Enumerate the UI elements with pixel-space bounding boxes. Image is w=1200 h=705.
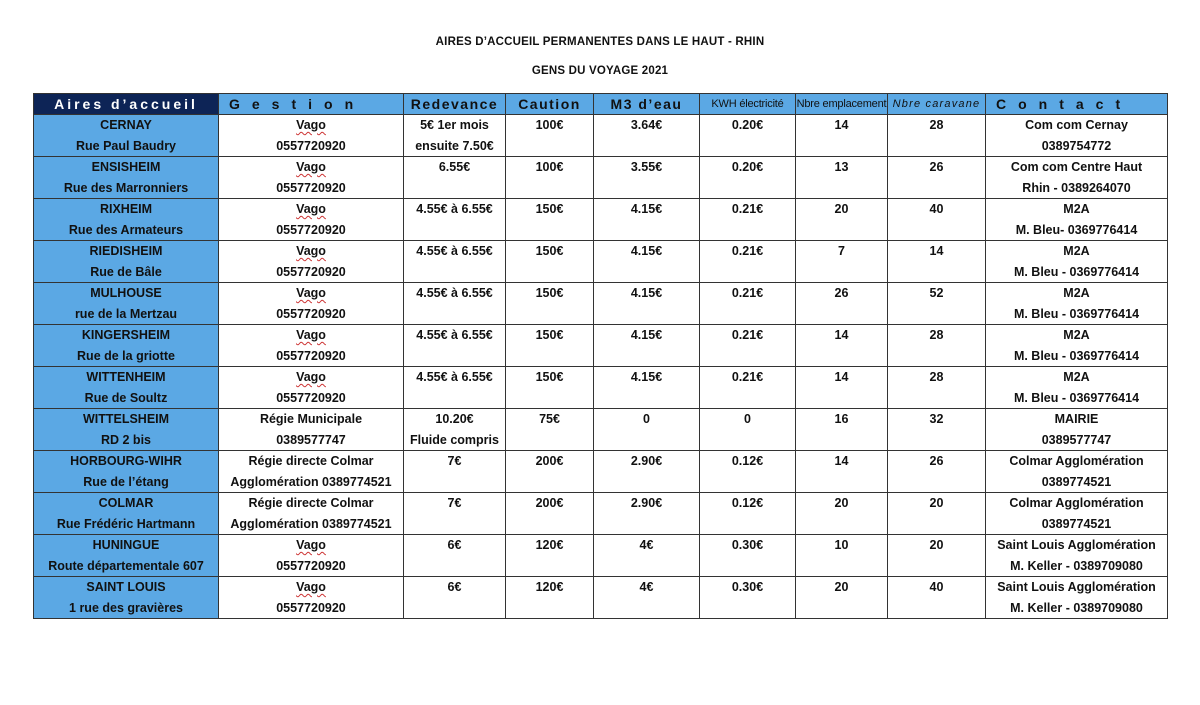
emplacement-emplacements-text: 16 xyxy=(834,412,849,426)
caution-caution-text: 150€ xyxy=(535,328,564,342)
table-row xyxy=(34,325,1168,367)
caravane-caravanes-text: 28 xyxy=(929,328,944,342)
redevance-cell xyxy=(404,577,506,619)
redevance-cell xyxy=(404,115,506,157)
table-row xyxy=(34,283,1168,325)
kwh-cell xyxy=(700,157,796,199)
contact-contact2-text: 0389577747 xyxy=(1041,432,1112,447)
aire-street-text: Rue Paul Baudry xyxy=(75,138,177,153)
caution-caution-text: 150€ xyxy=(535,286,564,300)
eau-cell xyxy=(594,367,700,409)
gestion-gestion1-text: Vago xyxy=(296,286,326,300)
caravane-caravanes-text: 28 xyxy=(929,370,944,384)
aire-cell xyxy=(34,493,219,535)
caution-cell xyxy=(506,283,594,325)
caravane-cell xyxy=(888,451,986,493)
gestion-cell xyxy=(219,409,404,451)
aire-cell xyxy=(34,199,219,241)
caution-cell xyxy=(506,325,594,367)
redevance-redevance1-text: 4.55€ à 6.55€ xyxy=(416,202,493,216)
emplacement-emplacements-text: 14 xyxy=(834,118,849,132)
contact-contact2-text: M. Bleu - 0369776414 xyxy=(1013,348,1140,363)
gestion-gestion2-text: Agglomération 0389774521 xyxy=(230,474,392,489)
contact-cell xyxy=(986,451,1168,493)
contact-contact2-text: M. Bleu- 0369776414 xyxy=(1015,222,1138,237)
header-contact: Contact xyxy=(986,94,1168,115)
contact-contact2-text: M. Bleu - 0369776414 xyxy=(1013,264,1140,279)
redevance-redevance1-text: 4.55€ à 6.55€ xyxy=(416,370,493,384)
caravane-cell xyxy=(888,535,986,577)
gestion-gestion2-text: 0389577747 xyxy=(276,432,346,447)
caution-caution-text: 150€ xyxy=(535,244,564,258)
redevance-redevance2-text: Fluide compris xyxy=(410,432,499,447)
aire-cell xyxy=(34,157,219,199)
emplacement-cell xyxy=(796,325,888,367)
eau-eau-text: 4.15€ xyxy=(630,370,663,384)
caution-caution-text: 100€ xyxy=(535,160,564,174)
contact-contact1-text: M2A xyxy=(1063,202,1090,216)
emplacement-emplacements-text: 13 xyxy=(834,160,849,174)
aire-city-text: ENSISHEIM xyxy=(91,160,161,174)
redevance-cell xyxy=(404,493,506,535)
gestion-gestion1-text: Régie directe Colmar xyxy=(248,496,374,510)
aire-street-text: 1 rue des gravières xyxy=(69,600,183,615)
redevance-cell xyxy=(404,451,506,493)
kwh-cell xyxy=(700,409,796,451)
aire-street-text: rue de la Mertzau xyxy=(74,306,178,321)
aire-city-text: HORBOURG-WIHR xyxy=(70,454,182,468)
contact-cell xyxy=(986,199,1168,241)
contact-contact1-text: M2A xyxy=(1063,244,1090,258)
contact-contact1-text: Colmar Agglomération xyxy=(1009,454,1144,468)
contact-cell xyxy=(986,493,1168,535)
gestion-gestion2-text: 0557720920 xyxy=(276,222,346,237)
kwh-cell xyxy=(700,115,796,157)
document-title: AIRES D’ACCUEIL PERMANENTES DANS LE HAUT - RHIN xyxy=(435,36,765,48)
redevance-redevance1-text: 10.20€ xyxy=(435,412,474,426)
table-row xyxy=(34,367,1168,409)
contact-cell xyxy=(986,115,1168,157)
header-caravane: Nbre caravane xyxy=(888,94,986,115)
aire-cell xyxy=(34,115,219,157)
contact-cell xyxy=(986,325,1168,367)
contact-contact2-text: M. Bleu - 0369776414 xyxy=(1013,306,1140,321)
gestion-gestion2-text: 0557720920 xyxy=(276,180,346,195)
contact-contact1-text: Saint Louis Agglomération xyxy=(997,538,1156,552)
gestion-gestion1-text: Vago xyxy=(296,160,326,174)
gestion-gestion1-text: Vago xyxy=(296,370,326,384)
contact-contact2-text: 0389754772 xyxy=(1041,138,1112,153)
redevance-redevance1-text: 6.55€ xyxy=(438,160,471,174)
header-kwh: KWH électricité xyxy=(700,94,796,115)
table-row xyxy=(34,535,1168,577)
aire-street-text: Rue de la griotte xyxy=(77,348,175,363)
gestion-gestion1-text: Régie Municipale xyxy=(259,412,363,426)
gestion-cell xyxy=(219,241,404,283)
header-gestion: Gestion xyxy=(219,94,404,115)
emplacement-cell xyxy=(796,157,888,199)
table-row xyxy=(34,157,1168,199)
kwh-kwh-text: 0.21€ xyxy=(731,370,764,384)
aire-cell xyxy=(34,577,219,619)
eau-eau-text: 2.90€ xyxy=(630,454,663,468)
redevance-cell xyxy=(404,409,506,451)
caravane-caravanes-text: 32 xyxy=(929,412,944,426)
caravane-caravanes-text: 20 xyxy=(929,538,944,552)
emplacement-emplacements-text: 20 xyxy=(834,496,849,510)
kwh-cell xyxy=(700,241,796,283)
caravane-caravanes-text: 52 xyxy=(929,286,944,300)
contact-contact1-text: Saint Louis Agglomération xyxy=(997,580,1156,594)
aire-city-text: COLMAR xyxy=(98,496,154,510)
caravane-caravanes-text: 20 xyxy=(929,496,944,510)
gestion-cell xyxy=(219,325,404,367)
redevance-redevance1-text: 7€ xyxy=(447,496,462,510)
eau-eau-text: 4.15€ xyxy=(630,286,663,300)
eau-eau-text: 4.15€ xyxy=(630,244,663,258)
contact-contact2-text: 0389774521 xyxy=(1041,474,1112,489)
redevance-cell xyxy=(404,535,506,577)
redevance-redevance1-text: 5€ 1er mois xyxy=(420,118,489,132)
gestion-gestion2-text: 0557720920 xyxy=(276,348,346,363)
kwh-cell xyxy=(700,577,796,619)
gestion-gestion2-text: 0557720920 xyxy=(276,306,346,321)
contact-contact2-text: M. Keller - 0389709080 xyxy=(1010,600,1143,615)
caravane-cell xyxy=(888,283,986,325)
kwh-cell xyxy=(700,199,796,241)
aire-cell xyxy=(34,241,219,283)
caravane-cell xyxy=(888,199,986,241)
caution-cell xyxy=(506,493,594,535)
caravane-cell xyxy=(888,115,986,157)
kwh-cell xyxy=(700,493,796,535)
aire-street-text: Rue des Armateurs xyxy=(68,222,184,237)
caravane-caravanes-text: 26 xyxy=(929,160,944,174)
caution-caution-text: 120€ xyxy=(535,538,564,552)
aire-city-text: MULHOUSE xyxy=(90,286,162,300)
kwh-cell xyxy=(700,367,796,409)
emplacement-cell xyxy=(796,535,888,577)
gestion-gestion1-text: Vago xyxy=(296,202,326,216)
caravane-cell xyxy=(888,409,986,451)
contact-contact2-text: M. Bleu - 0369776414 xyxy=(1013,390,1140,405)
gestion-gestion2-text: 0557720920 xyxy=(276,558,346,573)
gestion-cell xyxy=(219,115,404,157)
caution-cell xyxy=(506,241,594,283)
aire-city-text: RIEDISHEIM xyxy=(89,244,163,258)
eau-cell xyxy=(594,115,700,157)
gestion-cell xyxy=(219,283,404,325)
emplacement-emplacements-text: 14 xyxy=(834,454,849,468)
aire-street-text: RD 2 bis xyxy=(100,432,151,447)
caution-cell xyxy=(506,577,594,619)
aire-city-text: HUNINGUE xyxy=(92,538,160,552)
contact-cell xyxy=(986,157,1168,199)
eau-eau-text: 2.90€ xyxy=(630,496,663,510)
kwh-kwh-text: 0 xyxy=(744,412,751,426)
contact-contact1-text: M2A xyxy=(1063,328,1090,342)
caution-caution-text: 150€ xyxy=(535,370,564,384)
header-redevance: Redevance xyxy=(404,94,506,115)
caravane-cell xyxy=(888,157,986,199)
eau-cell xyxy=(594,577,700,619)
gestion-cell xyxy=(219,493,404,535)
kwh-kwh-text: 0.21€ xyxy=(731,244,764,258)
gestion-cell xyxy=(219,367,404,409)
caution-cell xyxy=(506,115,594,157)
emplacement-cell xyxy=(796,451,888,493)
caution-caution-text: 75€ xyxy=(539,412,560,426)
gestion-gestion2-text: Agglomération 0389774521 xyxy=(230,516,392,531)
caravane-caravanes-text: 40 xyxy=(929,580,944,594)
gestion-gestion1-text: Régie directe Colmar xyxy=(248,454,374,468)
table-row xyxy=(34,241,1168,283)
caution-cell xyxy=(506,157,594,199)
eau-cell xyxy=(594,199,700,241)
kwh-kwh-text: 0.21€ xyxy=(731,286,764,300)
caravane-caravanes-text: 28 xyxy=(929,118,944,132)
emplacement-cell xyxy=(796,367,888,409)
redevance-redevance1-text: 6€ xyxy=(447,538,462,552)
kwh-cell xyxy=(700,283,796,325)
kwh-kwh-text: 0.21€ xyxy=(731,328,764,342)
emplacement-cell xyxy=(796,199,888,241)
contact-contact1-text: M2A xyxy=(1063,370,1090,384)
contact-cell xyxy=(986,283,1168,325)
aire-cell xyxy=(34,535,219,577)
caravane-cell xyxy=(888,325,986,367)
aire-cell xyxy=(34,283,219,325)
redevance-cell xyxy=(404,283,506,325)
caravane-cell xyxy=(888,367,986,409)
caution-cell xyxy=(506,409,594,451)
aire-city-text: WITTELSHEIM xyxy=(82,412,170,426)
contact-cell xyxy=(986,409,1168,451)
gestion-cell xyxy=(219,577,404,619)
header-eau: M3 d’eau xyxy=(594,94,700,115)
eau-eau-text: 3.64€ xyxy=(630,118,663,132)
caravane-cell xyxy=(888,493,986,535)
header-row xyxy=(34,94,1168,115)
contact-contact2-text: 0389774521 xyxy=(1041,516,1112,531)
gestion-gestion1-text: Vago xyxy=(296,580,326,594)
gestion-cell xyxy=(219,157,404,199)
eau-cell xyxy=(594,283,700,325)
caravane-caravanes-text: 26 xyxy=(929,454,944,468)
redevance-cell xyxy=(404,241,506,283)
emplacement-emplacements-text: 7 xyxy=(838,244,845,258)
gestion-gestion2-text: 0557720920 xyxy=(276,264,346,279)
caution-caution-text: 100€ xyxy=(535,118,564,132)
contact-contact1-text: MAIRIE xyxy=(1054,412,1099,426)
aire-street-text: Rue de Bâle xyxy=(90,264,162,279)
eau-cell xyxy=(594,493,700,535)
caution-caution-text: 120€ xyxy=(535,580,564,594)
contact-contact1-text: Colmar Agglomération xyxy=(1009,496,1144,510)
aire-cell xyxy=(34,409,219,451)
emplacement-emplacements-text: 14 xyxy=(834,328,849,342)
caravane-caravanes-text: 40 xyxy=(929,202,944,216)
header-emplacement: Nbre emplacement xyxy=(796,94,888,115)
eau-eau-text: 4€ xyxy=(639,538,654,552)
contact-cell xyxy=(986,241,1168,283)
aire-street-text: Rue de l’étang xyxy=(83,474,169,489)
redevance-cell xyxy=(404,199,506,241)
kwh-kwh-text: 0.12€ xyxy=(731,496,764,510)
eau-eau-text: 4€ xyxy=(639,580,654,594)
aire-city-text: RIXHEIM xyxy=(99,202,153,216)
caution-cell xyxy=(506,367,594,409)
emplacement-emplacements-text: 20 xyxy=(834,580,849,594)
aire-cell xyxy=(34,367,219,409)
aire-street-text: Rue de Soultz xyxy=(84,390,168,405)
kwh-cell xyxy=(700,451,796,493)
document-subtitle: GENS DU VOYAGE 2021 xyxy=(531,65,669,77)
eau-eau-text: 0 xyxy=(643,412,650,426)
kwh-cell xyxy=(700,535,796,577)
redevance-redevance1-text: 4.55€ à 6.55€ xyxy=(416,328,493,342)
contact-cell xyxy=(986,577,1168,619)
eau-eau-text: 4.15€ xyxy=(630,328,663,342)
aire-cell xyxy=(34,451,219,493)
kwh-kwh-text: 0.21€ xyxy=(731,202,764,216)
contact-contact1-text: Com com Centre Haut xyxy=(1010,160,1143,174)
emplacement-cell xyxy=(796,493,888,535)
emplacement-cell xyxy=(796,115,888,157)
caution-cell xyxy=(506,535,594,577)
caution-caution-text: 200€ xyxy=(535,496,564,510)
kwh-kwh-text: 0.20€ xyxy=(731,118,764,132)
aire-city-text: KINGERSHEIM xyxy=(81,328,171,342)
kwh-cell xyxy=(700,325,796,367)
caravane-cell xyxy=(888,241,986,283)
redevance-cell xyxy=(404,325,506,367)
redevance-redevance1-text: 6€ xyxy=(447,580,462,594)
contact-contact2-text: Rhin - 0389264070 xyxy=(1022,180,1131,195)
aire-city-text: WITTENHEIM xyxy=(86,370,166,384)
gestion-gestion1-text: Vago xyxy=(296,328,326,342)
eau-eau-text: 3.55€ xyxy=(630,160,663,174)
aire-city-text: SAINT LOUIS xyxy=(86,580,166,594)
gestion-cell xyxy=(219,535,404,577)
redevance-redevance1-text: 4.55€ à 6.55€ xyxy=(416,244,493,258)
caution-caution-text: 200€ xyxy=(535,454,564,468)
header-caution: Caution xyxy=(506,94,594,115)
eau-cell xyxy=(594,451,700,493)
kwh-kwh-text: 0.12€ xyxy=(731,454,764,468)
gestion-gestion1-text: Vago xyxy=(296,244,326,258)
kwh-kwh-text: 0.20€ xyxy=(731,160,764,174)
table-row xyxy=(34,115,1168,157)
eau-cell xyxy=(594,535,700,577)
gestion-cell xyxy=(219,199,404,241)
gestion-gestion2-text: 0557720920 xyxy=(276,600,346,615)
redevance-redevance1-text: 7€ xyxy=(447,454,462,468)
emplacement-cell xyxy=(796,577,888,619)
emplacement-emplacements-text: 26 xyxy=(834,286,849,300)
emplacement-cell xyxy=(796,241,888,283)
caravane-cell xyxy=(888,577,986,619)
aire-city-text: CERNAY xyxy=(100,118,152,132)
emplacement-emplacements-text: 20 xyxy=(834,202,849,216)
header-aires: Aires d’accueil xyxy=(34,94,219,115)
redevance-redevance2-text: ensuite 7.50€ xyxy=(415,138,494,153)
contact-cell xyxy=(986,535,1168,577)
gestion-cell xyxy=(219,451,404,493)
eau-eau-text: 4.15€ xyxy=(630,202,663,216)
eau-cell xyxy=(594,325,700,367)
redevance-cell xyxy=(404,157,506,199)
table-row xyxy=(34,493,1168,535)
gestion-gestion2-text: 0557720920 xyxy=(276,390,346,405)
eau-cell xyxy=(594,241,700,283)
table-row xyxy=(34,577,1168,619)
redevance-cell xyxy=(404,367,506,409)
table-row xyxy=(34,409,1168,451)
aire-street-text: Route départementale 607 xyxy=(48,558,204,573)
caravane-caravanes-text: 14 xyxy=(929,244,944,258)
aire-street-text: Rue des Marronniers xyxy=(63,180,189,195)
aire-cell xyxy=(34,325,219,367)
kwh-kwh-text: 0.30€ xyxy=(731,580,764,594)
redevance-redevance1-text: 4.55€ à 6.55€ xyxy=(416,286,493,300)
emplacement-emplacements-text: 10 xyxy=(834,538,849,552)
aire-street-text: Rue Frédéric Hartmann xyxy=(56,516,196,531)
gestion-gestion1-text: Vago xyxy=(296,118,326,132)
contact-contact1-text: M2A xyxy=(1063,286,1090,300)
contact-contact2-text: M. Keller - 0389709080 xyxy=(1010,558,1143,573)
table-row xyxy=(34,199,1168,241)
emplacement-emplacements-text: 14 xyxy=(834,370,849,384)
gestion-gestion1-text: Vago xyxy=(296,538,326,552)
table-row xyxy=(34,451,1168,493)
caution-caution-text: 150€ xyxy=(535,202,564,216)
contact-contact1-text: Com com Cernay xyxy=(1025,118,1128,132)
eau-cell xyxy=(594,409,700,451)
emplacement-cell xyxy=(796,409,888,451)
caution-cell xyxy=(506,199,594,241)
gestion-gestion2-text: 0557720920 xyxy=(276,138,346,153)
contact-cell xyxy=(986,367,1168,409)
caution-cell xyxy=(506,451,594,493)
eau-cell xyxy=(594,157,700,199)
aires-table xyxy=(33,93,1168,619)
table-body xyxy=(34,115,1168,619)
kwh-kwh-text: 0.30€ xyxy=(731,538,764,552)
emplacement-cell xyxy=(796,283,888,325)
